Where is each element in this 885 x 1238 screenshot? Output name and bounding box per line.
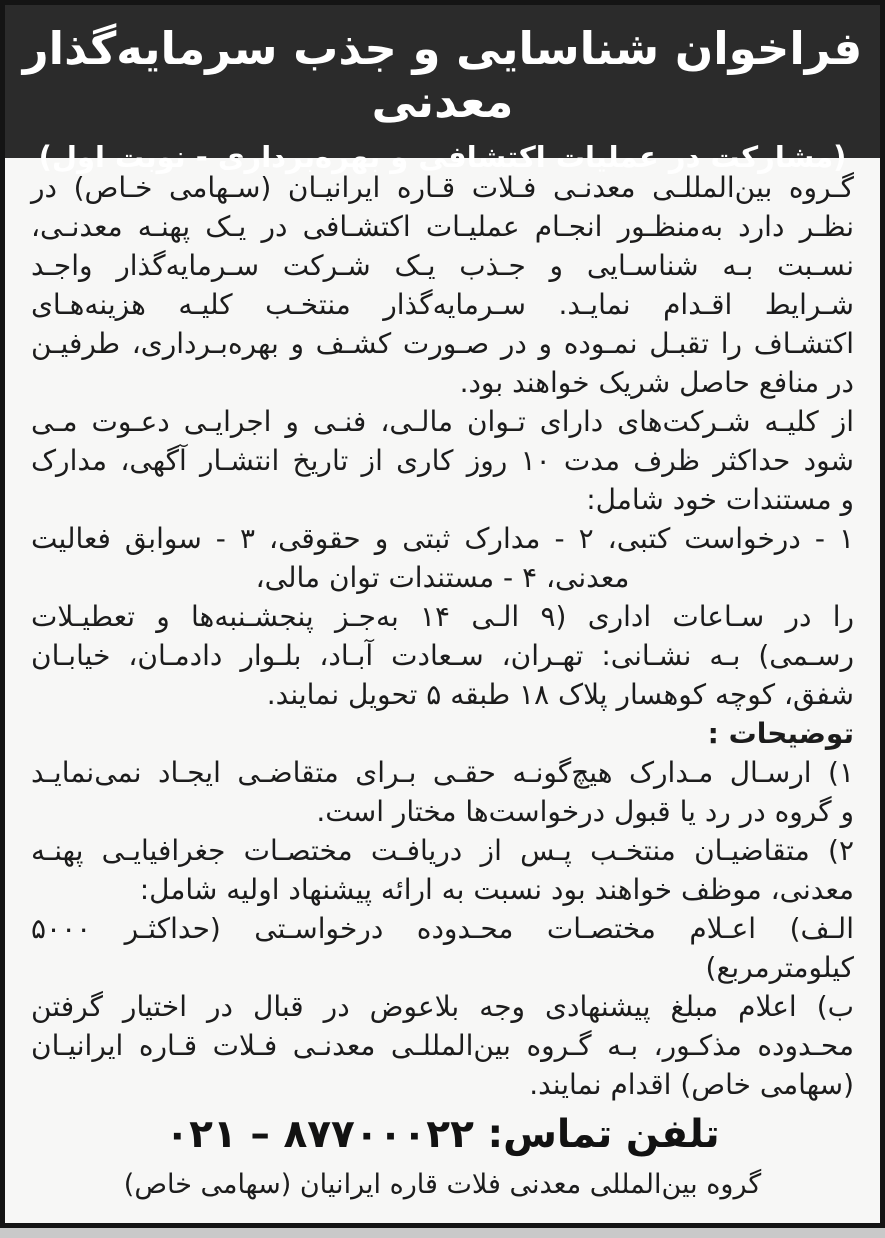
note-2-item-be [31, 987, 854, 1104]
text-line: معدنی، موظف خواهند بود نسبت به ارائه پیشنهاد اولیه شامل: [139, 873, 854, 906]
page-margin-strip [0, 1228, 885, 1238]
text-line: شـرایط اقـدام نمایـد. سـرمایه‌گذار منتخـب کلیـه هزینه‌هـای [31, 288, 854, 321]
text-line: را در سـاعات اداری (۹ الـی ۱۴ به‌جـز پنجشـنبه‌ها و تعطیـلات [31, 600, 855, 633]
text-line: ب) اعلام مبلغ پیشنهادی وجه بلاعوض در قبال در اختیار گرفتن [31, 990, 854, 1023]
notes-heading [31, 714, 854, 753]
contact-phone: تلفن تماس: ۸۷۷۰۰۰۲۲ – ۰۲۱ [165, 1112, 720, 1157]
text-line: ۲) متقاضیـان منتخـب پـس از دریافـت مختصـات جغرافیایـی پهنـه [31, 834, 854, 867]
text-line: ۱) ارسـال مـدارک هیچ‌گونـه حقـی بـرای متقاضـی ایجـاد نمی‌نمایـد [31, 756, 854, 789]
ad-header-band [0, 0, 885, 174]
note-2 [31, 831, 854, 909]
invitation-paragraph [31, 402, 854, 519]
documents-list [31, 519, 854, 597]
text-line: در منافع حاصل شریک خواهند بود. [459, 366, 854, 399]
text-line: شفق، کوچه کوهسار پلاک ۱۸ طبقه ۵ تحویل نمایند. [266, 678, 854, 711]
text-line: کیلومترمربع) [705, 951, 854, 984]
text-line: و مستندات خود شامل: [586, 483, 854, 516]
text-line: محـدوده مذکـور، بـه گـروه بین‌المللـی معدنـی فـلات قـاره ایرانیـان [31, 1029, 854, 1062]
text-line: ۱ - درخواست کتبی، ۲ - مدارک ثبتی و حقوقی، ۳ - سوابق فعالیت [31, 522, 855, 555]
note-1 [31, 753, 854, 831]
text-line: توضیحات : [707, 717, 854, 750]
text-line: شود حداکثر ظرف مدت ۱۰ روز کاری از تاریخ انتشـار آگهی، مدارک [31, 444, 854, 477]
note-2-item-alef [31, 909, 854, 987]
text-line: گـروه بین‌المللـی معدنـی فـلات قـاره ایرانیـان (سـهامی خـاص) در [31, 171, 854, 204]
ad-title: فراخوان شناسایی و جذب سرمایه‌گذار معدنی [22, 22, 863, 128]
ad-body [5, 158, 880, 1104]
text-line: نسـبت بـه شناسـایی و جـذب یـک شـرکت سـرمایه‌گذار واجـد [31, 249, 854, 282]
text-line: از کلیـه شـرکت‌های دارای تـوان مالـی، فنـی و اجرایـی دعـوت مـی [31, 405, 854, 438]
text-line: اکتشـاف را تقبـل نمـوده و در صـورت کشـف و بهره‌بـرداری، طرفیـن [31, 327, 854, 360]
ad-subtitle: (مشارکت در عملیات اکتشافی و بهره‌برداری - نوبت اول) [38, 140, 847, 174]
intro-paragraph [31, 168, 854, 402]
text-line: رسـمی) بـه نشـانی: تهـران، سـعادت آبـاد، بلـوار دادمـان، خیابـان [31, 639, 854, 672]
address-paragraph [31, 597, 854, 714]
text-line: (سهامی خاص) اقدام نمایند. [529, 1068, 854, 1101]
text-line: معدنی، ۴ - مستندات توان مالی، [255, 561, 630, 594]
text-line: و گروه در رد یا قبول درخواست‌ها مختار است. [316, 795, 854, 828]
text-line: نظـر دارد به‌منظـور انجـام عملیـات اکتشـافی در یـک پهنـه معدنـی، [31, 210, 854, 243]
company-name: گروه بین‌المللی معدنی فلات قاره ایرانیان (سهامی خاص) [123, 1169, 762, 1200]
text-line: الـف) اعـلام مختصـات محـدوده درخواسـتی (حداکثـر ۵۰۰۰ [31, 912, 854, 945]
